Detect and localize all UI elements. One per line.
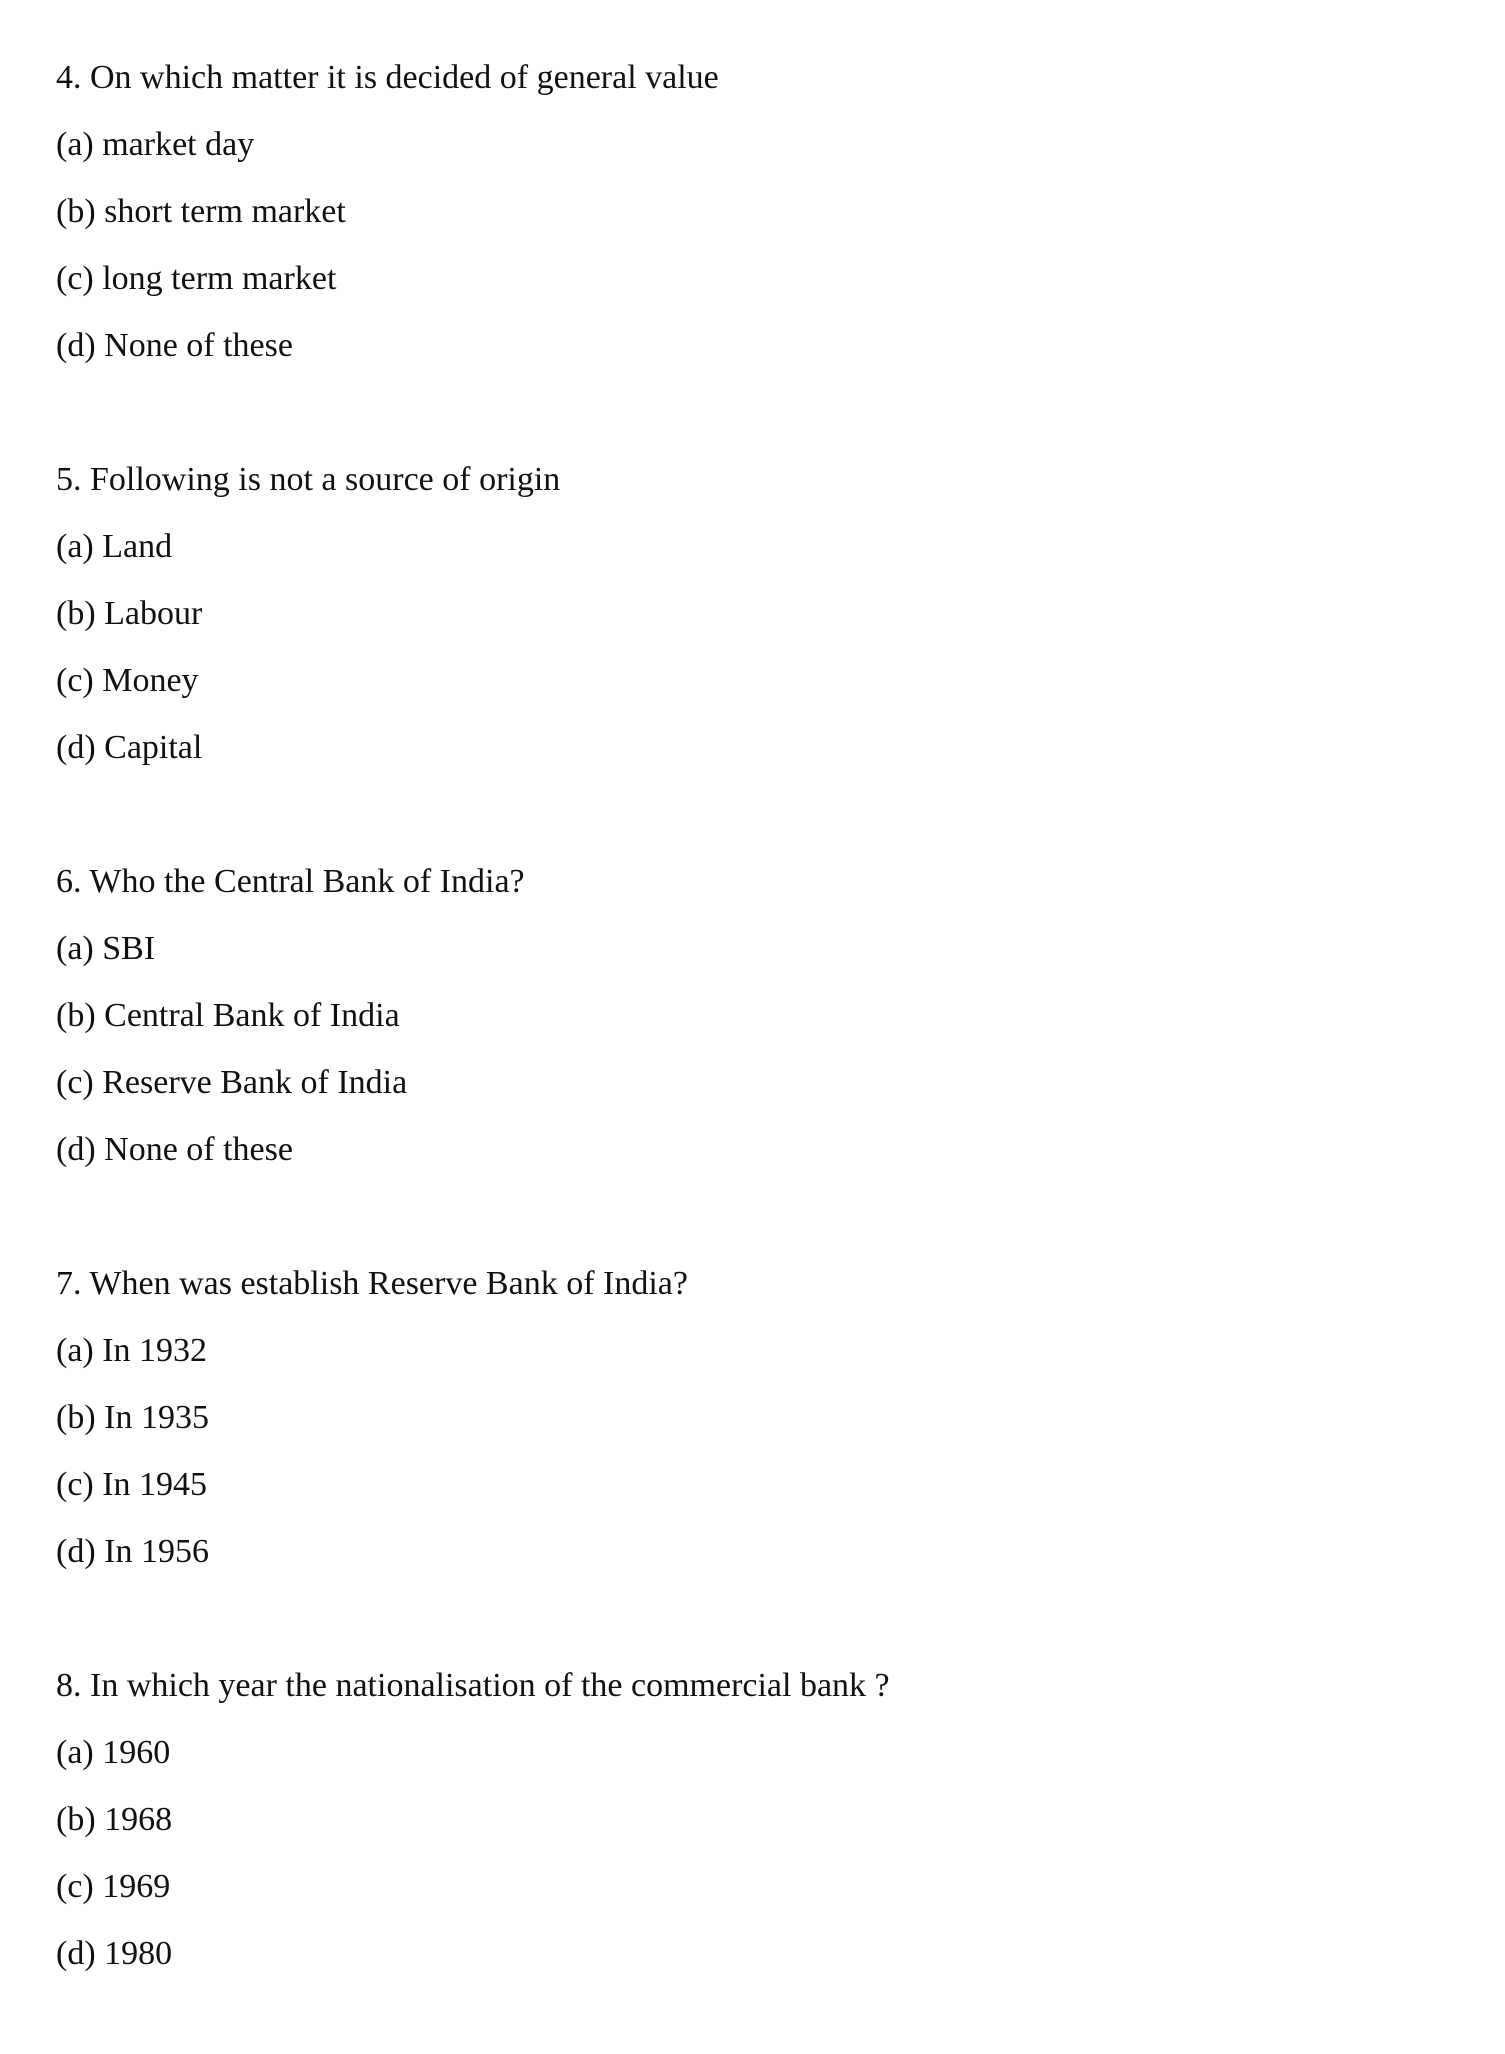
question-block <box>56 44 890 379</box>
answer-option: (a) In 1932 <box>56 1332 208 1369</box>
answer-option: (c) Reserve Bank of India <box>56 1064 408 1101</box>
question-block <box>56 1652 890 1987</box>
answer-option: (c) 1969 <box>56 1868 171 1905</box>
answer-option: (d) Capital <box>56 729 203 766</box>
answer-option: (c) long term market <box>56 260 337 297</box>
answer-option: (a) SBI <box>56 930 156 967</box>
answer-option: (b) short term market <box>56 193 346 230</box>
question-text: 8. In which year the nationalisation of the commercial bank ? <box>56 1667 890 1704</box>
answer-option: (b) 1968 <box>56 1801 173 1838</box>
answer-option: (b) Labour <box>56 595 203 632</box>
answer-option: (b) In 1935 <box>56 1399 209 1436</box>
answer-option: (d) In 1956 <box>56 1533 209 1570</box>
question-block <box>56 446 890 781</box>
question-block <box>56 1250 890 1585</box>
answer-option: (b) Central Bank of India <box>56 997 400 1034</box>
answer-option: (c) In 1945 <box>56 1466 208 1503</box>
question-text: 4. On which matter it is decided of general value <box>56 59 719 96</box>
question-document <box>56 44 890 2054</box>
answer-option: (d) 1980 <box>56 1935 173 1972</box>
answer-option: (c) Money <box>56 662 199 699</box>
question-text: 6. Who the Central Bank of India? <box>56 863 525 900</box>
answer-option: (a) Land <box>56 528 173 565</box>
question-text: 5. Following is not a source of origin <box>56 461 561 498</box>
question-text: 7. When was establish Reserve Bank of India? <box>56 1265 688 1302</box>
answer-option: (a) 1960 <box>56 1734 171 1771</box>
question-block <box>56 848 890 1183</box>
answer-option: (d) None of these <box>56 327 293 364</box>
answer-option: (d) None of these <box>56 1131 293 1168</box>
answer-option: (a) market day <box>56 126 255 163</box>
